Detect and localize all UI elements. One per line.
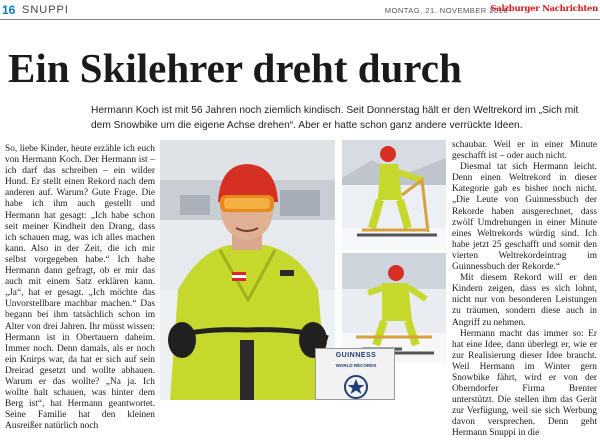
main-photo-image [160, 140, 335, 400]
lead-paragraph: Hermann Koch ist mit 56 Jahren noch ziemlich kindisch. Seit Donnerstag hält er den Weltrekord im „Sich mit dem Snowbike um die eigene Achse drehen“. Aber er hatte schon ganz andere verrückte Ideen. [91, 105, 579, 131]
right-paragraph-2: Diesmal tat sich Hermann leicht. Denn einen Weltrekord in dieser Kategorie gab es bisher noch nicht. „Die Leute von Guinnessbuch der Rekorde haben ausgerechnet, dass zwölf Umdrehungen in einer Minute eines Weltrekords würdig sind. Ich habe jetzt 25 geschafft und somit den vierten Weltrekordeintrag im Guinnessbuch der Rekorde.“ [452, 162, 597, 273]
right-paragraph-1: schaubar. Weil er in einer Minute geschafft ist – oder auch nicht. [452, 140, 597, 162]
guinness-badge-subtitle: WORLD RECORDS [335, 363, 377, 368]
publication-logo: Salzburger Nachrichten [490, 4, 598, 14]
article-column-left: So, liebe Kinder, heute erzähle ich euch von Hermann Koch. Der Hermann ist – ich darf das schreiben – ein wilder Hund. Er stellt einen Rekord nach dem anderen auf. Warum? Gute Frage. Die habe ich ihm auch gestellt und Hermann hat gesagt: „Ich habe schon seit meiner Kindheit den Drang, dass ich schauen mag, was ich alles machen kann. Also in der Zeit, die ich mir selbst vorgegeben habe.“ Ich habe Hermann dann gefragt, ob er mir das auch mit einem Satz erklären kann. „Ja“, hat er gesagt. „Ich möchte das Unvorstellbare machbar machen.“ Das begann bei ihm tatsächlich schon im Alter von drei Jahren. Ihr müsst wissen: Hermann ist in Obertauern daheim. Immer noch. Denn damals, als er noch ein Knirps war, da hat er sich auf sein Dreirad gesetzt und wollte abhauen. Warum er das wollte? „Na ja. Ich wollte halt schauen, was hinter dem Berg ist“, hat Hermann geantwortet. Seine Familie hat den kleinen Ausreißer natürlich noch [5, 144, 155, 432]
right-paragraph-3: Mit diesem Rekord will er den Kindern zeigen, dass es sich lohnt, nicht nur von besonderen Leistungen zu träumen, sondern diese auch in Angriff zu nehmen. [452, 273, 597, 328]
guinness-badge-title: GUINNESS [335, 352, 377, 359]
headline: Ein Skilehrer dreht durch [8, 45, 462, 91]
snowbike-photo-bottom [342, 253, 446, 363]
guinness-star-icon [316, 349, 396, 401]
main-photo [160, 140, 335, 400]
page-header [0, 0, 600, 20]
article-column-right [452, 140, 597, 440]
guinness-badge [315, 348, 395, 400]
dateline: MONTAG, 21. NOVEMBER 2016 [384, 6, 508, 15]
snowbike-photo-top-image [342, 140, 446, 250]
right-paragraph-4: Hermann macht das immer so: Er hat eine Idee, dann überlegt er, wie er zur Realisierung dieser Idee braucht. Weil Hermann im Winter gern Snowbike fährt, wird er von der Oberndorfer Firma Brenter unterstützt. Die stellen ihm das Gerät zur Verfügung, weil sie sich Werbung davon versprechen. Denn geht Hermann Snuppi in die [452, 328, 597, 439]
snowbike-photo-top [342, 140, 446, 250]
snowbike-photo-bottom-image [342, 253, 446, 363]
page-number: 16 [2, 3, 16, 17]
section-title: SNUPPI [22, 4, 69, 16]
